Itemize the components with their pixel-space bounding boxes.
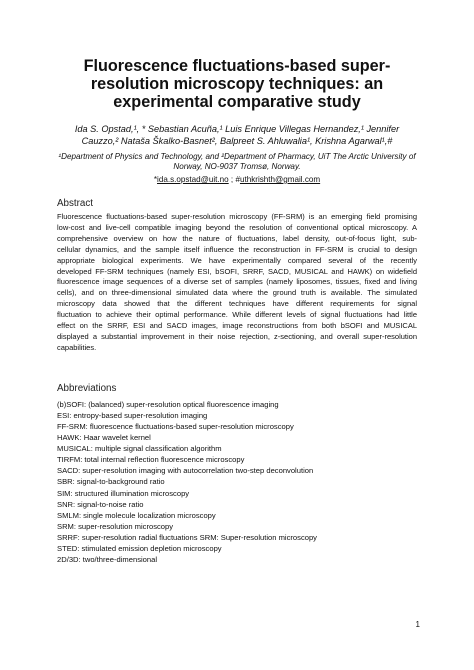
author-line: Cauzzo,² Nataša Škalko-Basnet², Balpreet S. Ahluwalia¹, Krishna Agarwal¹,#	[81, 135, 393, 146]
abstract-line: cells), and on three-dimensional simulated data where the ground truth is available. The simulated	[57, 288, 417, 298]
abstract-line: capabilities.	[57, 342, 97, 352]
hash-marker: #	[235, 175, 240, 184]
abbreviation-item: FF-SRM: fluorescence fluctuations-based super-resolution microscopy	[57, 422, 294, 432]
paper-title	[40, 57, 434, 111]
email-link-opstad[interactable]: ida.s.opstad@uit.no	[157, 175, 229, 184]
abstract-line: appropriate biological experiments. We have experimentally compared several of the recently	[57, 255, 417, 265]
abbreviation-item: SRM: super-resolution microscopy	[57, 521, 174, 531]
title-line: Fluorescence fluctuations-based super-	[83, 57, 391, 75]
author-line: Ida S. Opstad,¹, * Sebastian Acuña,¹ Luis Enrique Villegas Hernandez,¹ Jennifer	[74, 124, 400, 134]
title-line: experimental comparative study	[113, 93, 361, 111]
abbreviation-item: SMLM: single molecule localization microscopy	[57, 510, 216, 520]
abstract-line: fluorescence image sequences of a diverse set of samples (namely liposomes, tissues, fixed and living	[57, 277, 417, 287]
email-link-agarwal[interactable]: uthkrishth@gmail.com	[239, 175, 321, 184]
title-line: resolution microscopy techniques: an	[90, 75, 384, 93]
abbreviation-item: 2D/3D: two/three-dimensional	[57, 554, 158, 564]
abstract-body	[57, 212, 417, 354]
abstract-line: displayed a substantial improvement in their noise rejection, z-sectioning, and overall super-resolution	[57, 331, 417, 341]
affiliation-line: Norway, NO-9037 Tromsø, Norway.	[173, 162, 301, 172]
abstract-line: effect on the SRRF, ESI and SACD images, image reconstructions from both bSOFI and MUSICAL	[57, 321, 417, 331]
email-separator: ;	[228, 175, 236, 184]
contact-emails	[44, 175, 430, 185]
abbreviation-item: MUSICAL: multiple signal classification algorithm	[57, 444, 222, 454]
abbreviation-item: STED: stimulated emission depletion microscopy	[57, 543, 222, 553]
abbreviation-item: ESI: entropy-based super-resolution imaging	[57, 411, 208, 421]
page-number: 1	[415, 620, 420, 629]
abbreviations-heading: Abbreviations	[57, 383, 117, 394]
abstract-line: fluctuation to achieve their optimal performance. While different levels of signal fluctuations had little	[57, 310, 417, 320]
abstract-line: comprehensive overview on how the nature of fluctuations, label density, out-of-focus light, sub-	[57, 233, 417, 243]
author-list	[44, 124, 430, 147]
abbreviations-list	[57, 399, 417, 565]
abbreviation-item: (b)SOFI: (balanced) super-resolution optical fluorescence imaging	[57, 400, 279, 409]
abbreviation-item: TIRFM: total internal reflection fluorescence microscopy	[57, 455, 245, 465]
abbreviation-item: SIM: structured illumination microscopy	[57, 488, 190, 498]
abstract-heading: Abstract	[57, 198, 93, 209]
asterisk-marker: *	[153, 175, 158, 184]
abbreviation-item: HAWK: Haar wavelet kernel	[57, 433, 151, 443]
abbreviation-item: SRRF: super-resolution radial fluctuations SRM: Super-resolution microscopy	[57, 532, 317, 542]
abstract-line: low-cost and live-cell compatible imaging beyond the resolution of conventional optical microscopy. A	[57, 222, 417, 232]
abstract-line: Fluorescence fluctuations-based super-resolution microscopy (FF-SRM) is an emerging field promising	[57, 212, 417, 221]
affiliation-line: ¹Department of Physics and Technology, and ²Department of Pharmacy, UiT The Arctic University of	[58, 152, 416, 161]
abstract-line: microscopy data showed that the different techniques have different requirements for signal	[57, 299, 417, 309]
affiliations	[44, 152, 430, 173]
abstract-line: cellular dynamics, and the sample itself influence the reconstruction in FF-SRM is crucial to design	[57, 244, 417, 254]
abbreviation-item: SBR: signal-to-background ratio	[57, 477, 165, 487]
abstract-line: developed FF-SRM techniques (namely ESI, bSOFI, SRRF, SACD, MUSICAL and HAWK) on widefield	[57, 266, 417, 276]
abbreviation-item: SACD: super-resolution imaging with autocorrelation two-step deconvolution	[57, 466, 314, 476]
abbreviation-item: SNR: signal-to-noise ratio	[57, 499, 144, 509]
